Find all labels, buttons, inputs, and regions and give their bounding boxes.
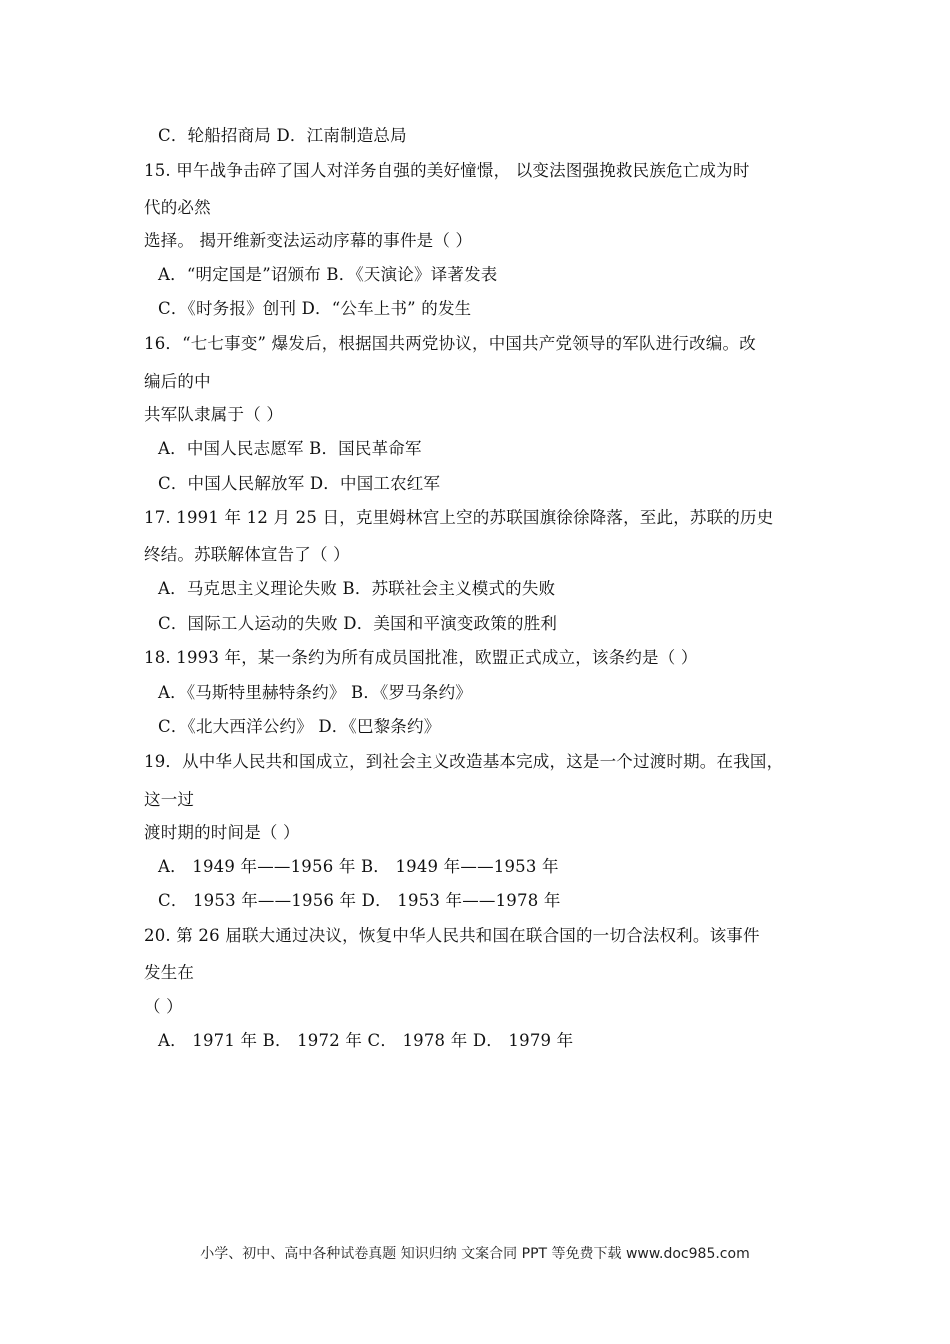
q15-stem-line3: 选择。 揭开维新变法运动序幕的事件是（ ） xyxy=(144,231,473,250)
q15-options-cd: C．《时务报》创刊 D．“公车上书” 的发生 xyxy=(158,299,472,318)
q16-stem-line1: 16．“七七事变” 爆发后，根据国共两党协议，中国共产党领导的军队进行改编。改 xyxy=(144,334,756,353)
q16-stem-line2: 编后的中 xyxy=(144,372,211,391)
q16-stem-line3: 共军队隶属于（ ） xyxy=(144,405,284,424)
q18-stem: 18. 1993 年，某一条约为所有成员国批准，欧盟正式成立，该条约是（ ） xyxy=(144,648,698,667)
q20-options: A． 1971 年 B． 1972 年 C． 1978 年 D． 1979 年 xyxy=(158,1031,574,1050)
q20-stem-line1: 20. 第 26 届联大通过决议，恢复中华人民共和国在联合国的一切合法权利。该事件 xyxy=(144,926,760,945)
q18-options-ab: A．《马斯特里赫特条约》 B．《罗马条约》 xyxy=(158,683,472,702)
q14-options-cd: C．轮船招商局 D．江南制造总局 xyxy=(158,126,407,145)
q15-options-ab: A．“明定国是”诏颁布 B．《天演论》译著发表 xyxy=(158,265,498,284)
q19-stem-line2: 这一过 xyxy=(144,790,195,809)
q19-options-cd: C． 1953 年——1956 年 D． 1953 年——1978 年 xyxy=(158,891,561,910)
q17-stem-line1: 17. 1991 年 12 月 25 日，克里姆林宫上空的苏联国旗徐徐降落，至此，苏联的历史 xyxy=(144,508,774,527)
q16-options-cd: C．中国人民解放军 D．中国工农红军 xyxy=(158,474,441,493)
q19-options-ab: A． 1949 年——1956 年 B． 1949 年——1953 年 xyxy=(158,857,559,876)
q17-options-cd: C．国际工人运动的失败 D．美国和平演变政策的胜利 xyxy=(158,614,558,633)
q17-options-ab: A．马克思主义理论失败 B．苏联社会主义模式的失败 xyxy=(158,579,556,598)
q20-stem-line3: （ ） xyxy=(144,997,183,1016)
q20-stem-line2: 发生在 xyxy=(144,963,195,982)
q19-stem-line3: 渡时期的时间是（ ） xyxy=(144,823,300,842)
q16-options-ab: A．中国人民志愿军 B．国民革命军 xyxy=(158,439,422,458)
q15-stem-line2: 代的必然 xyxy=(144,198,211,217)
q19-stem-line1: 19．从中华人民共和国成立，到社会主义改造基本完成，这是一个过渡时期。在我国， xyxy=(144,752,784,771)
q17-stem-line2: 终结。苏联解体宣告了（ ） xyxy=(144,545,350,564)
page-footer: 小学、初中、高中各种试卷真题 知识归纳 文案合同 PPT 等免费下载 www.doc985.com xyxy=(200,1246,750,1262)
q18-options-cd: C．《北大西洋公约》 D．《巴黎条约》 xyxy=(158,717,441,736)
q15-stem-line1: 15. 甲午战争击碎了国人对洋务自强的美好憧憬， 以变法图强挽救民族危亡成为时 xyxy=(144,161,750,180)
